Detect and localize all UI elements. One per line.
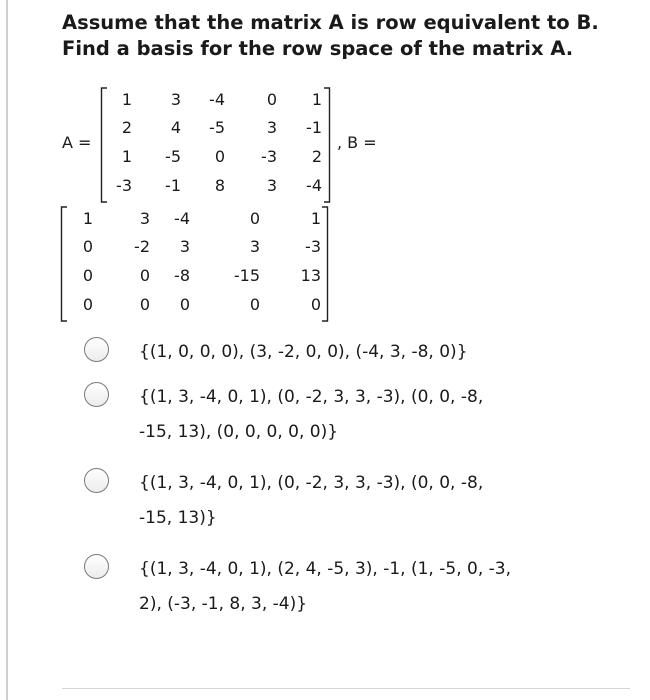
matrix-a-cell: 8 <box>214 176 225 195</box>
matrix-a-cell: -1 <box>306 118 322 137</box>
matrix-b-cell: 3 <box>139 209 150 228</box>
matrix-b-cell: 0 <box>310 295 321 314</box>
matrix-a-cell: 2 <box>311 147 322 166</box>
matrix-b <box>60 205 330 323</box>
matrix-b-cell: 0 <box>82 266 93 285</box>
matrix-a-cell: -3 <box>116 176 132 195</box>
matrix-a <box>100 86 332 204</box>
option-1-radio[interactable] <box>84 337 109 362</box>
matrix-b-cell: -2 <box>134 237 150 256</box>
matrix-b-cell: 0 <box>249 295 260 314</box>
matrix-a-cell: 0 <box>266 90 277 109</box>
matrix-b-cell: -3 <box>305 237 321 256</box>
option-4-text: {(1, 3, -4, 0, 1), (2, 4, -5, 3), -1, (1, -5, 0, -3, 2), (-3, -1, 8, 3, -4)} <box>139 559 511 614</box>
matrix-a-cell: 4 <box>170 118 181 137</box>
matrix-b-cell: 0 <box>249 209 260 228</box>
matrix-a-cell: 3 <box>170 90 181 109</box>
option-2-text: {(1, 3, -4, 0, 1), (0, -2, 3, 3, -3), (0, 0, -8, -15, 13), (0, 0, 0, 0, 0)} <box>139 387 484 442</box>
matrix-a-cell: 2 <box>121 118 132 137</box>
matrix-a-label: A = <box>62 133 92 152</box>
question-line-2: Find a basis for the row space of the matrix A. <box>62 37 574 60</box>
matrix-a-cell: 1 <box>311 90 322 109</box>
matrix-a-cell: -4 <box>306 176 322 195</box>
matrix-b-cell: 3 <box>179 237 190 256</box>
matrix-b-cell: 0 <box>139 295 150 314</box>
matrix-b-cell: 0 <box>82 237 93 256</box>
matrix-b-cell: 13 <box>300 266 321 285</box>
matrix-a-cell: 3 <box>266 176 277 195</box>
matrix-a-cell: 1 <box>121 90 132 109</box>
option-4-radio[interactable] <box>84 554 109 579</box>
matrix-a-cell: -5 <box>165 147 181 166</box>
matrix-b-cell: -8 <box>174 266 190 285</box>
option-3-text: {(1, 3, -4, 0, 1), (0, -2, 3, 3, -3), (0, 0, -8, -15, 13)} <box>139 473 484 528</box>
matrix-a-cell: 1 <box>121 147 132 166</box>
matrix-a-cell: -5 <box>209 118 225 137</box>
matrix-b-cell: 1 <box>310 209 321 228</box>
matrix-a-cell: 0 <box>214 147 225 166</box>
matrix-b-cell: -4 <box>174 209 190 228</box>
matrix-a-cell: -4 <box>209 90 225 109</box>
matrix-a-cell: -3 <box>261 147 277 166</box>
option-1-text: {(1, 0, 0, 0), (3, -2, 0, 0), (-4, 3, -8, 0)} <box>139 342 468 362</box>
matrix-b-cell: 0 <box>82 295 93 314</box>
left-border <box>6 0 8 700</box>
matrix-a-cell: 3 <box>266 118 277 137</box>
question-text <box>62 10 632 62</box>
matrix-a-cell: -1 <box>165 176 181 195</box>
option-3-radio[interactable] <box>84 468 109 493</box>
bottom-divider <box>62 688 630 689</box>
question-line-1: Assume that the matrix A is row equivalent to B. <box>62 11 599 34</box>
option-2-radio[interactable] <box>84 382 109 407</box>
matrix-b-cell: 3 <box>249 237 260 256</box>
matrix-b-cell: 0 <box>179 295 190 314</box>
matrix-b-cell: 0 <box>139 266 150 285</box>
matrix-b-label: , B = <box>337 133 377 152</box>
matrix-b-cell: -15 <box>233 266 260 285</box>
matrix-b-cell: 1 <box>82 209 93 228</box>
